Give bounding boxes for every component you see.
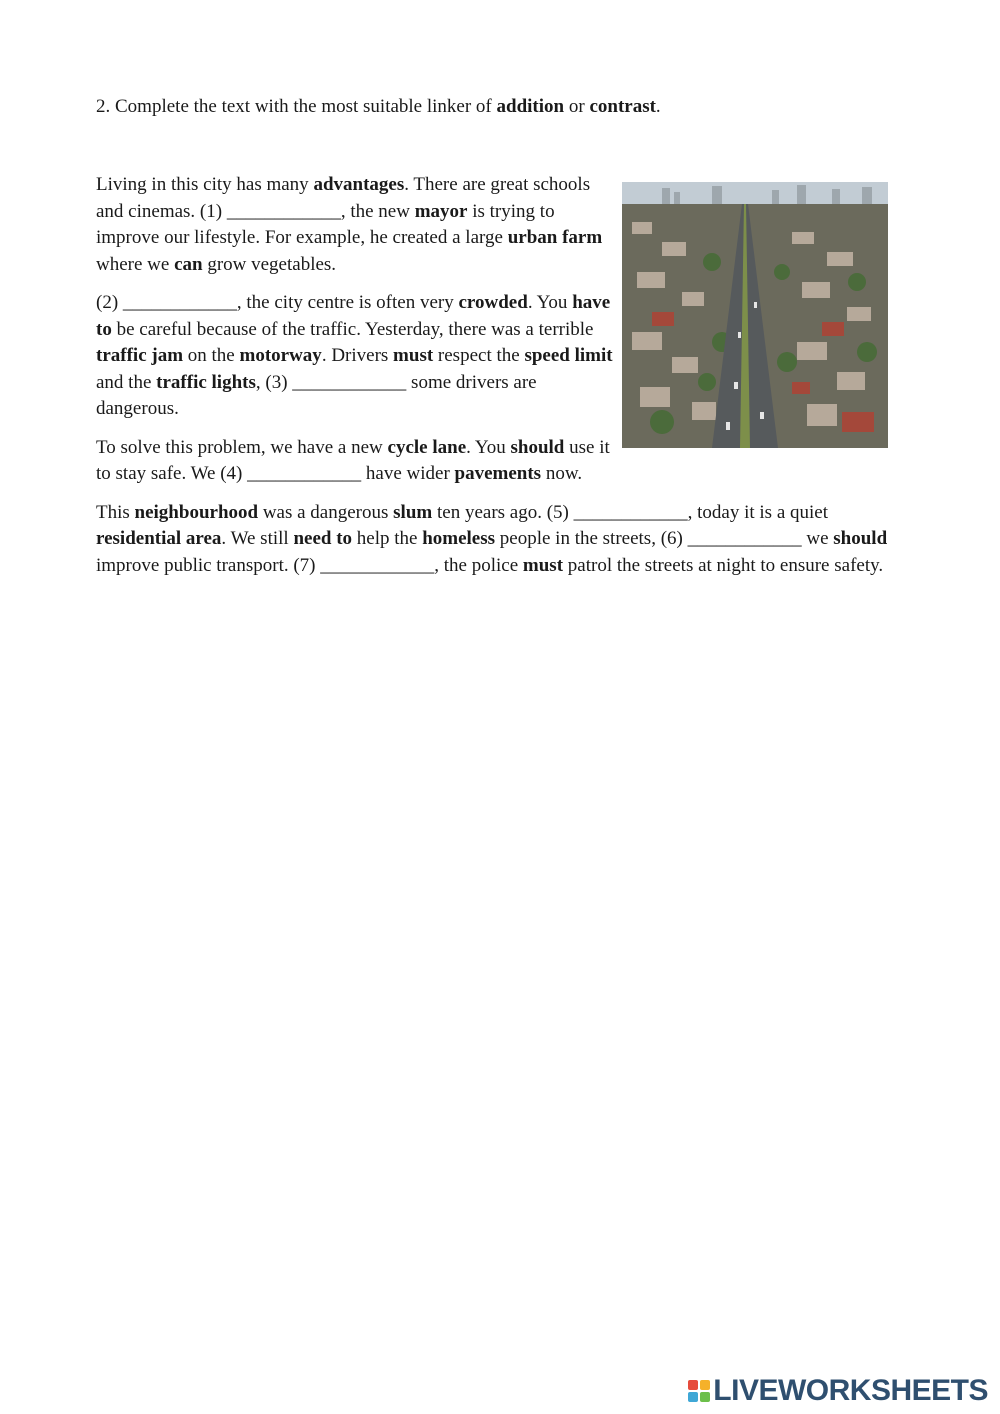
worksheet-page [96,94,896,591]
blank-4[interactable]: ____________ [247,463,362,484]
blank-2[interactable]: ____________ [122,292,237,313]
logo-wordmark: LIVEWORKSHEETS [713,1373,988,1407]
paragraph-4: This neighbourhood was a dangerous slum ten years ago. (5) ____________, today it is a quiet residential area. We still need to help the homeless people in the streets, (6) ____________ we should improve public transport. (7) ____________, the police must patrol the streets at night to ensure safety. [96,501,888,576]
instruction-text: 2. Complete the text with the most suitable linker of [96,96,497,117]
liveworksheets-logo [688,1373,988,1407]
instruction-text: . [655,96,661,117]
paragraph-3: To solve this problem, we have a new cycle lane. You should use it to stay safe. We (4) ____________ have wider pavements now. [96,436,610,484]
paragraph-2: (2) ____________, the city centre is often very crowded. You have to be careful because of the traffic. Yesterday, there was a terrible traffic jam on the motorway. Drivers must respect the speed limit and the traffic lights, (3) ____________ some drivers are dangerous. [96,292,613,419]
exercise-instruction [96,94,896,120]
logo-grid-icon [688,1380,710,1402]
instruction-text: or [564,96,590,117]
logo-square-yellow [700,1380,710,1390]
blank-3[interactable]: ____________ [292,371,407,393]
logo-square-red [688,1380,698,1390]
blank-6[interactable]: ____________ [687,528,802,549]
blank-5[interactable]: ____________ [573,501,688,523]
instruction-keyword-contrast: contrast [589,96,656,117]
blank-1[interactable]: ____________ [226,200,341,222]
paragraph-1: Living in this city has many advantages. There are great schools and cinemas. (1) ____________, the new mayor is trying to improve our lifestyle. For example, he created a large urban farm where we can grow vegetables. [96,174,603,275]
logo-square-blue [688,1392,698,1402]
city-aerial-photo [622,182,888,448]
instruction-keyword-addition: addition [496,96,565,117]
blank-7[interactable]: ____________ [320,554,435,576]
reading-text [96,172,896,579]
logo-square-green [700,1392,710,1402]
